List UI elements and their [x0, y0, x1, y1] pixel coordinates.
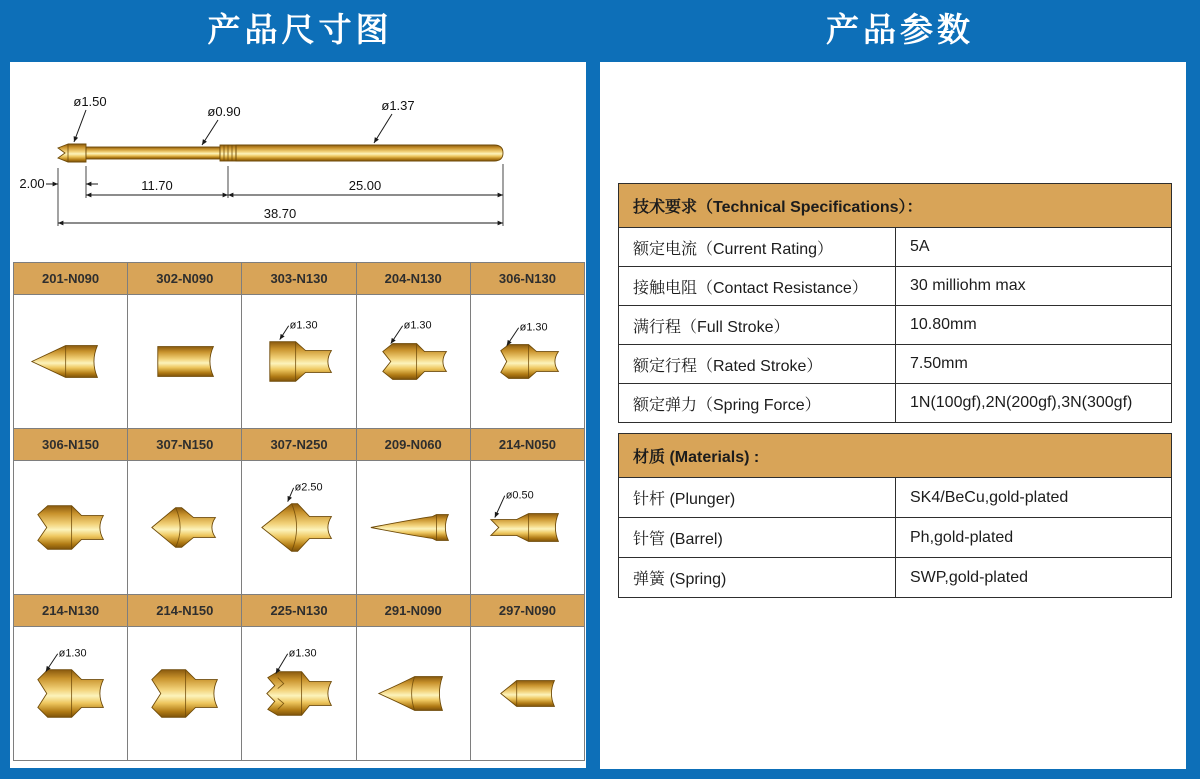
- table-row: [619, 478, 1171, 518]
- total-length-label: 38.70: [263, 206, 297, 221]
- probe-plunger-shaft: [86, 147, 220, 159]
- probe-tip-cell: [14, 295, 128, 429]
- grid-header-row: [14, 595, 584, 627]
- table-row: [619, 345, 1171, 384]
- right-panel-title: 产品参数: [826, 11, 974, 48]
- spec-label: 额定电流（Current Rating）: [619, 228, 896, 266]
- table-row: [619, 228, 1171, 267]
- probe-model-label: 291-N090: [357, 595, 471, 627]
- material-label: 针杆 (Plunger): [619, 478, 896, 517]
- crown-tip-drawing: [357, 295, 470, 428]
- material-value: Ph,gold-plated: [910, 528, 1014, 546]
- dimension-panel: [10, 62, 586, 768]
- probe-tip-cell: [128, 295, 242, 429]
- probe-model-label: 214-N150: [128, 595, 242, 627]
- tip-note-label: ø1.30: [519, 321, 548, 334]
- probe-model-label: 214-N130: [14, 595, 128, 627]
- probe-model-label: 214-N050: [471, 429, 584, 461]
- tip-diameter-label: ø1.50: [73, 94, 107, 109]
- serrated-crown-tip-drawing: [242, 627, 355, 760]
- spec-value: 7.50mm: [910, 355, 968, 372]
- short-point-tip-drawing: [471, 627, 584, 760]
- tip-note-label: ø1.30: [403, 319, 432, 332]
- probe-tip-cell: [242, 627, 356, 760]
- tip-note-label: ø1.30: [290, 319, 318, 332]
- spec-label: 满行程（Full Stroke）: [619, 306, 896, 344]
- needle-tip-drawing: [357, 461, 470, 594]
- table-row: [619, 558, 1171, 597]
- spec-label: 额定行程（Rated Stroke）: [619, 345, 896, 383]
- material-label: 针管 (Barrel): [619, 518, 896, 557]
- technical-specifications-table: [618, 183, 1172, 423]
- table-row: [619, 384, 1171, 422]
- spec-label: 接触电阻（Contact Resistance）: [619, 267, 896, 305]
- table-row: [619, 518, 1171, 558]
- probe-model-label: 306-N150: [14, 429, 128, 461]
- probe-tip-cell: [357, 627, 471, 760]
- probe-model-label: 306-N130: [471, 263, 584, 295]
- parameters-panel: [600, 62, 1186, 769]
- fork-tip-drawing: [471, 461, 584, 594]
- probe-tip-cell: [471, 627, 584, 760]
- crown-tip-drawing: [14, 627, 127, 760]
- material-value: SWP,gold-plated: [910, 568, 1028, 586]
- probe-model-label: 204-N130: [357, 263, 471, 295]
- probe-model-label: 297-N090: [471, 595, 584, 627]
- probe-tip-cell: [357, 461, 471, 595]
- grid-body-row: [14, 461, 584, 595]
- probe-barrel: [236, 145, 503, 161]
- probe-tip-cell: [242, 461, 356, 595]
- probe-crown-tip: [58, 144, 86, 162]
- materials-table: [618, 433, 1172, 598]
- probe-tip-cell: [128, 461, 242, 595]
- probe-tip-cell: [357, 295, 471, 429]
- table-row: [619, 267, 1171, 306]
- probe-tip-cell: [242, 295, 356, 429]
- cone-tip-drawing: [14, 295, 127, 428]
- tip-note-label: ø1.30: [289, 647, 317, 660]
- title-bar: [0, 0, 1200, 62]
- material-value: SK4/BeCu,gold-plated: [910, 488, 1069, 506]
- barrel-diameter-label: ø1.37: [381, 98, 415, 113]
- spec-value: 10.80mm: [910, 316, 977, 333]
- plunger-diameter-label: ø0.90: [207, 104, 241, 119]
- probe-model-label: 303-N130: [242, 263, 356, 295]
- spec-value: 1N(100gf),2N(200gf),3N(300gf): [910, 394, 1133, 411]
- tip-note-label: ø0.50: [505, 489, 534, 502]
- probe-model-label: 201-N090: [14, 263, 128, 295]
- technical-specifications-title: 技术要求（Technical Specifications）：: [619, 184, 1171, 228]
- flat-tip-drawing: [128, 295, 241, 428]
- plunger-length-label: 11.70: [141, 178, 173, 193]
- probe-model-label: 225-N130: [242, 595, 356, 627]
- probe-tip-cell: [14, 461, 128, 595]
- probe-tip-cell: [471, 295, 584, 429]
- probe-tip-cell: [471, 461, 584, 595]
- cone-head-tip-drawing: [128, 461, 241, 594]
- grid-header-row: [14, 429, 584, 461]
- probe-tip-cell: [128, 627, 242, 760]
- tip-note-label: ø2.50: [295, 481, 323, 494]
- spec-value: 30 milliohm max: [910, 277, 1026, 294]
- left-panel-title: 产品尺寸图: [207, 11, 393, 48]
- crown-tip-drawing: [128, 627, 241, 760]
- cone-head-tip-drawing: [242, 461, 355, 594]
- probe-model-label: 307-N250: [242, 429, 356, 461]
- spec-value: 5A: [910, 238, 930, 255]
- probe-tip-cell: [14, 627, 128, 760]
- material-label: 弹簧 (Spring): [619, 558, 896, 597]
- spec-label: 额定弹力（Spring Force）: [619, 384, 896, 422]
- probe-model-label: 307-N150: [128, 429, 242, 461]
- crown-tip-drawing: [471, 295, 584, 428]
- barrel-length-label: 25.00: [348, 178, 382, 193]
- tip-length-label: 2.00: [19, 176, 45, 191]
- probe-tip-grid: [13, 262, 585, 761]
- table-row: [619, 306, 1171, 345]
- pencil-point-tip-drawing: [357, 627, 470, 760]
- grid-body-row: [14, 295, 584, 429]
- grid-header-row: [14, 263, 584, 295]
- stepped-tip-drawing: [242, 295, 355, 428]
- probe-dimension-drawing: [12, 78, 584, 248]
- crown-tip-drawing: [14, 461, 127, 594]
- probe-model-label: 209-N060: [357, 429, 471, 461]
- tip-note-label: ø1.30: [58, 647, 87, 660]
- grid-body-row: [14, 627, 584, 760]
- materials-title: 材质 (Materials) :: [619, 434, 1171, 478]
- probe-model-label: 302-N090: [128, 263, 242, 295]
